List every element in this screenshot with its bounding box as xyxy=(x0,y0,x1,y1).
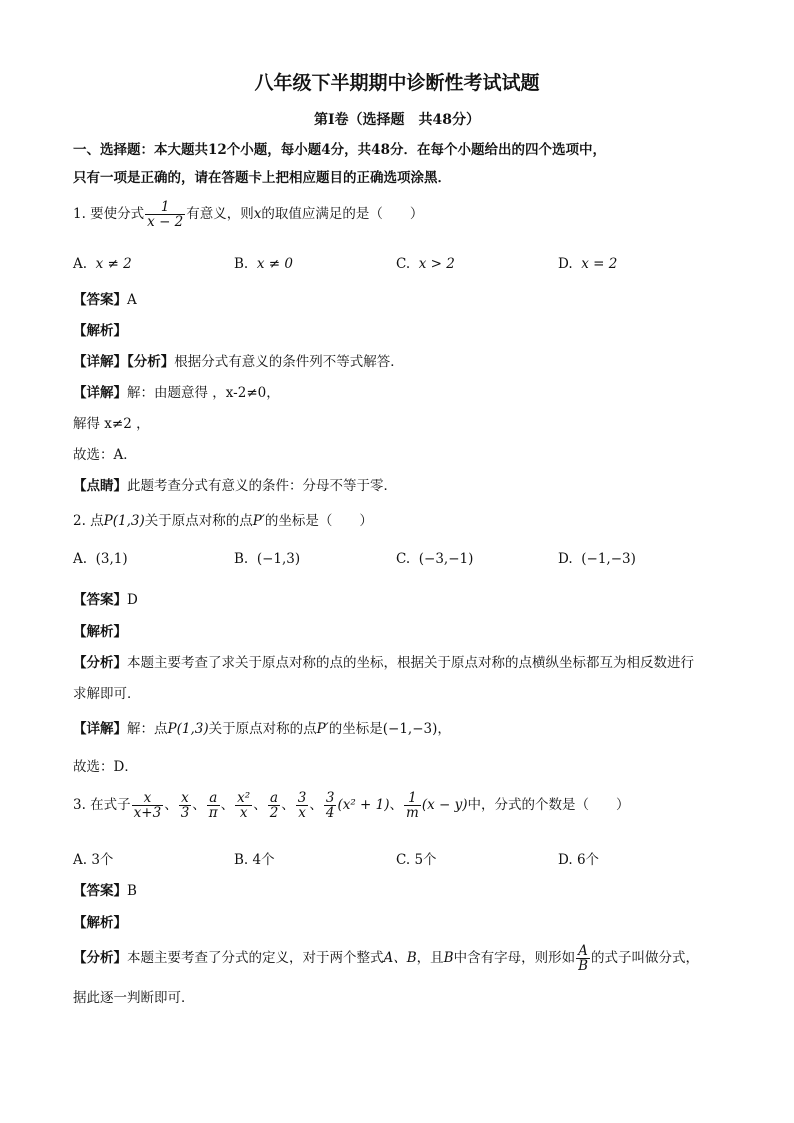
option-letter: B. xyxy=(234,551,249,567)
option-text: x = 2 xyxy=(581,256,618,272)
fenxi-text: 本题主要考查了求关于原点对称的点的坐标，根据关于原点对称的点横纵坐标都互为相反数进行 xyxy=(127,655,694,671)
option-text: x ≠ 0 xyxy=(256,256,293,272)
option-letter: D. xyxy=(558,551,573,567)
q2-suffix: 的坐标是（ ） xyxy=(264,513,373,529)
q2-mid: 关于原点对称的点 xyxy=(144,513,253,529)
option-letter: A. xyxy=(73,551,88,567)
q2-detail xyxy=(73,717,451,737)
q3-option-a xyxy=(73,848,113,868)
q1-suffix: 的取值应满足的是（ ） xyxy=(261,206,424,223)
q1-frac-num: 1 xyxy=(145,200,185,215)
q3-expr-6 xyxy=(296,791,309,820)
detail-pprime: P′ xyxy=(316,721,329,737)
q2-point: P(1,3) xyxy=(103,513,145,529)
option-letter: C. xyxy=(396,852,411,868)
q1-choose: 故选：A． xyxy=(73,447,137,463)
q2-analysis-tag: 【解析】 xyxy=(73,624,127,640)
option-text: 6个 xyxy=(576,852,600,868)
detail-point: P(1,3) xyxy=(167,721,209,737)
frac-num: 3 xyxy=(325,790,335,806)
detail-tag: 【详解】 xyxy=(73,721,127,737)
option-letter: C. xyxy=(396,551,411,567)
fenxi-fraction xyxy=(576,944,590,973)
q3-fenxi-2: 据此逐一判断即可． xyxy=(73,990,195,1006)
fenxi-text-e: 中含有字母，则形如 xyxy=(453,950,576,967)
q2-prefix: 2. 点 xyxy=(73,513,104,529)
question-3 xyxy=(73,791,630,820)
q1-point xyxy=(73,474,397,494)
answer-value: B xyxy=(127,883,137,899)
answer-value: D xyxy=(127,592,138,608)
separator: 、 xyxy=(281,797,295,814)
point-text: 此题考查分式有意义的条件：分母不等于零． xyxy=(127,478,397,494)
separator: 、 xyxy=(309,797,323,814)
detail-text-a: 解：点 xyxy=(127,721,168,737)
frac-den: B xyxy=(578,958,589,975)
q3-expr-2 xyxy=(179,791,192,820)
q2-option-b xyxy=(234,551,300,567)
q1-answer xyxy=(73,288,137,308)
q1-option-d xyxy=(558,256,617,272)
q1-option-b xyxy=(234,256,293,272)
q3-analysis-tag: 【解析】 xyxy=(73,915,127,931)
q1-option-a xyxy=(73,256,132,272)
answer-tag: 【答案】 xyxy=(73,883,127,899)
q1-detail-2 xyxy=(73,381,280,401)
frac-den: x xyxy=(298,805,306,822)
frac-num: x² xyxy=(237,790,251,806)
frac-num: a xyxy=(207,791,220,806)
option-letter: A. xyxy=(73,256,88,272)
q3-expr-7-tail: (x² + 1) xyxy=(337,797,390,814)
q1-mid: 有意义，则 xyxy=(186,206,254,223)
fenxi-vars: A、B xyxy=(383,950,417,967)
q3-answer xyxy=(73,879,137,899)
frac-num: 3 xyxy=(297,790,307,806)
option-letter: B. xyxy=(234,852,249,868)
option-text: 5个 xyxy=(414,852,437,868)
fenxi-tag: 【分析】 xyxy=(73,655,127,671)
question-1 xyxy=(73,200,423,229)
frac-den: 3 xyxy=(180,805,190,822)
frac-den: x xyxy=(239,805,248,822)
detail-tag: 【详解】【分析】 xyxy=(73,354,175,370)
q2-option-d xyxy=(558,551,636,567)
q1-option-c xyxy=(396,256,455,272)
q3-fenxi-1 xyxy=(73,944,699,973)
detail-text-d: ， xyxy=(437,721,451,737)
q1-fraction xyxy=(145,200,185,229)
q2-answer xyxy=(73,588,138,608)
frac-den: m xyxy=(406,805,419,822)
q1-var: x xyxy=(253,206,262,223)
fenxi-var-b: B xyxy=(443,950,454,967)
point-tag: 【点睛】 xyxy=(73,478,127,494)
frac-den: 4 xyxy=(325,805,335,822)
q3-expr-8 xyxy=(404,791,421,820)
frac-den: 2 xyxy=(269,805,279,822)
detail-answer: (−1,−3) xyxy=(382,721,438,737)
detail-text: 根据分式有意义的条件列不等式解答． xyxy=(174,354,404,370)
separator: 、 xyxy=(389,797,404,814)
q3-expr-4 xyxy=(235,791,252,820)
detail-text-c: 的坐标是 xyxy=(328,721,383,737)
q2-fenxi-2: 求解即可． xyxy=(73,686,141,702)
option-letter: A. xyxy=(73,852,88,868)
detail-text: 解：由题意得 ，x-2≠0， xyxy=(127,385,280,401)
fenxi-text-f: 的式子叫做分式， xyxy=(591,950,700,967)
question-2 xyxy=(73,509,373,529)
q2-choose: 故选：D． xyxy=(73,759,138,775)
q1-prefix: 1. 要使分式 xyxy=(73,206,145,223)
section-instruction-line1: 一、选择题：本大题共12个小题，每小题4分，共48分．在每个小题给出的四个选项中， xyxy=(73,142,606,158)
separator: 、 xyxy=(220,797,235,814)
option-letter: D. xyxy=(558,256,573,272)
option-text: (−1,3) xyxy=(256,551,301,567)
fenxi-tag: 【分析】 xyxy=(73,950,127,967)
q2-option-a xyxy=(73,551,128,567)
q3-option-b xyxy=(234,848,275,868)
fenxi-text-c: ，且 xyxy=(416,950,444,967)
frac-num: a xyxy=(268,791,281,806)
option-text: x ≠ 2 xyxy=(95,256,132,272)
separator: 、 xyxy=(164,797,178,814)
option-text: (−3,−1) xyxy=(418,551,474,567)
q1-analysis-tag: 【解析】 xyxy=(73,323,127,339)
frac-num: x xyxy=(132,791,164,806)
q2-option-c xyxy=(396,551,473,567)
option-letter: D. xyxy=(558,852,573,868)
frac-num: 1 xyxy=(404,791,421,806)
frac-num: x xyxy=(179,791,192,806)
q1-solve: 解得 x≠2 ， xyxy=(73,416,150,432)
option-text: x > 2 xyxy=(418,256,455,272)
q3-expr-3 xyxy=(207,791,220,820)
option-letter: B. xyxy=(234,256,249,272)
answer-tag: 【答案】 xyxy=(73,592,127,608)
option-text: 4个 xyxy=(252,852,275,868)
detail-tag: 【详解】 xyxy=(73,385,127,401)
option-text: 3个 xyxy=(91,852,114,868)
frac-den: π xyxy=(208,805,218,822)
q3-suffix: 中，分式的个数是（ ） xyxy=(467,797,630,814)
fenxi-text-a: 本题主要考查了分式的定义，对于两个整式 xyxy=(127,950,384,967)
q3-expr-5 xyxy=(268,791,281,820)
q3-option-d xyxy=(558,848,599,868)
q1-detail-1 xyxy=(73,350,404,370)
answer-tag: 【答案】 xyxy=(73,292,127,308)
page-title: 八年级下半期期中诊断性考试试题 xyxy=(254,72,540,94)
q3-prefix: 3. 在式子 xyxy=(73,797,131,814)
frac-num: A xyxy=(576,944,590,959)
detail-text-b: 关于原点对称的点 xyxy=(208,721,317,737)
option-text: (−1,−3) xyxy=(581,551,636,567)
section-instruction-line2: 只有一项是正确的，请在答题卡上把相应题目的正确选项涂黑． xyxy=(73,170,451,186)
option-text: (3,1) xyxy=(95,551,128,567)
q2-pprime: P′ xyxy=(252,513,265,529)
q3-expr-1 xyxy=(132,791,164,820)
q3-expr-7 xyxy=(324,791,337,820)
frac-den: x+3 xyxy=(133,805,162,822)
q1-frac-den: x − 2 xyxy=(147,214,184,231)
answer-value: A xyxy=(127,292,137,308)
separator: 、 xyxy=(192,797,206,814)
section-subtitle: 第Ⅰ卷（选择题 共48分） xyxy=(313,112,481,128)
q3-option-c xyxy=(396,848,437,868)
q3-expr-8-tail: (x − y) xyxy=(421,797,468,814)
option-letter: C. xyxy=(396,256,411,272)
separator: 、 xyxy=(253,797,267,814)
q2-fenxi-1 xyxy=(73,651,694,671)
